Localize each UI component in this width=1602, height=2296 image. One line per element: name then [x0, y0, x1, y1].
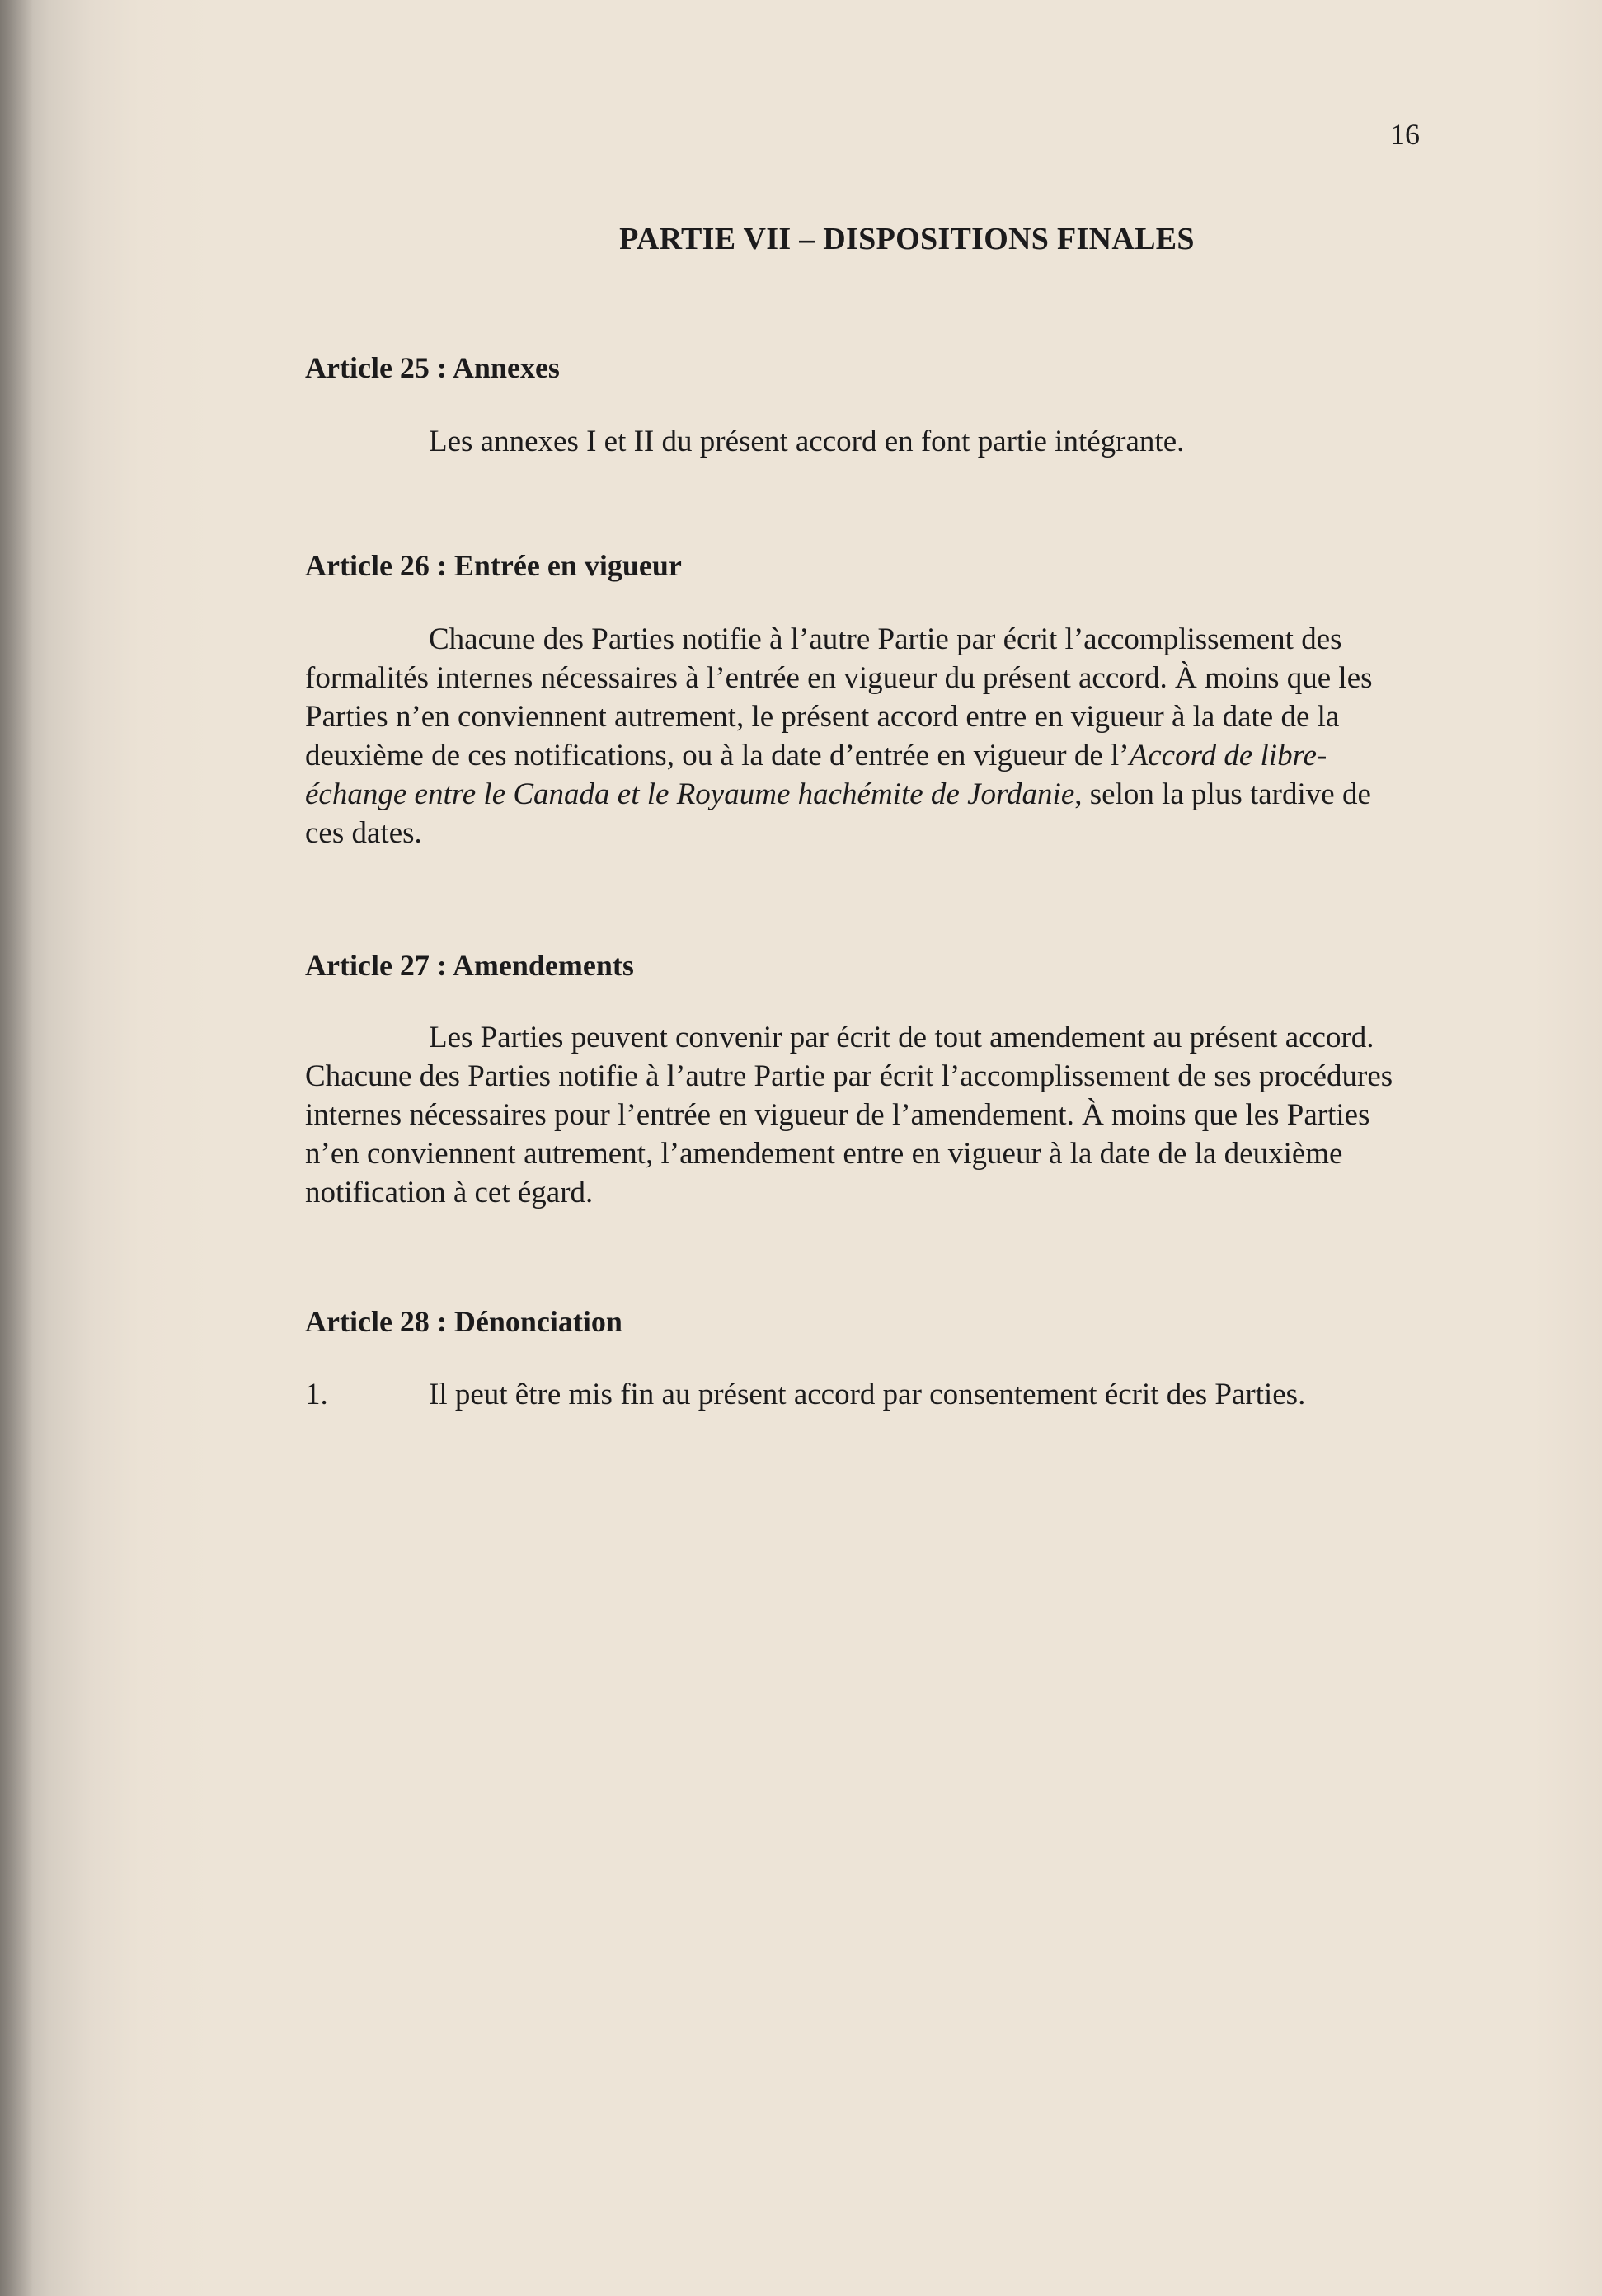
spine-shadow [0, 0, 33, 2296]
article-25-heading: Article 25 : Annexes [305, 351, 560, 384]
article-27-heading: Article 27 : Amendements [305, 949, 634, 982]
article-25-text: Les annexes I et II du présent accord en font partie intégrante. [429, 425, 1185, 458]
page-number: 16 [1390, 118, 1420, 151]
article-26-heading: Article 26 : Entrée en vigueur [305, 549, 682, 582]
article-28-heading: Article 28 : Dénonciation [305, 1305, 622, 1338]
article-26-agreement-title: Accord de libre-échange entre le Canada et le Royaume hachémite de Jordanie [305, 739, 1327, 811]
article-27-text: Les Parties peuvent convenir par écrit de tout amendement au présent accord. Chacune des Parties notifie à l’autre Partie par écrit l’accomplissement de ses procédures internes nécessaires pour l’entrée en vigueur de l’amendement. À moins que les Parties n’en conviennent autrement, l’amendement entre en vigueur à la date de la deuxième notification à cet égard. [305, 1021, 1393, 1209]
article-26-text [305, 620, 1410, 852]
article-26-text-part2: , selon la plus tardive de ces dates. [305, 777, 1371, 850]
item-text: Il peut être mis fin au présent accord par consentement écrit des Parties. [429, 1378, 1306, 1411]
article-26-text-part1: Chacune des Parties notifie à l’autre Partie par écrit l’accomplissement des formalités internes nécessaires à l’entrée en vigueur du présent accord. À moins que les Parties n’en conviennent autrement, le présent accord entre en vigueur à la date de la deuxième de ces notifications, ou à la date d’entrée en vigueur de l’ [305, 622, 1373, 772]
article-28-item-1 [305, 1375, 1305, 1414]
item-number: 1. [305, 1378, 328, 1411]
part-title: PARTIE VII – DISPOSITIONS FINALES [619, 222, 1195, 256]
